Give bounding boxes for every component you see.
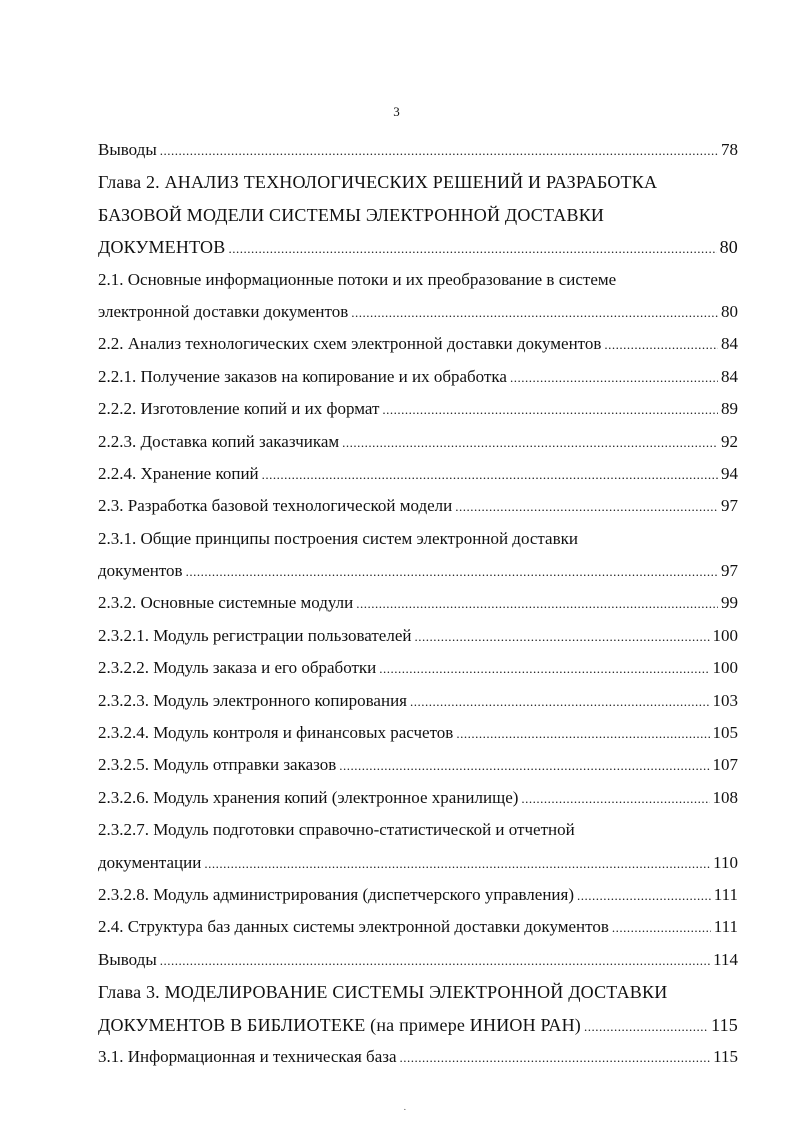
toc-entry-title: документации [98,852,202,872]
page-number: 3 [393,104,400,119]
toc-line [98,885,738,917]
toc-entry-page: 89 [721,399,738,419]
dot-leader [455,499,718,515]
toc-entry-page: 80 [721,301,738,321]
toc-line [98,788,738,820]
toc-line [98,270,738,302]
toc-entry-title: 2.1. Основные информационные потоки и их преобразование в системе [98,269,617,289]
toc-entry-title: 2.3.2.3. Модуль электронного копирования [98,690,407,710]
toc-entry-title: Глава 3. МОДЕЛИРОВАНИЕ СИСТЕМЫ ЭЛЕКТРОННОЙ ДОСТАВКИ [98,982,668,1003]
toc-entry-title: 2.2. Анализ технологических схем электронной доставки документов [98,334,602,354]
toc-entry-title: 2.3.1. Общие принципы построения систем электронной доставки [98,528,578,548]
dot-leader [414,629,709,645]
toc-entry-page: 103 [712,690,738,710]
toc-entry-title: 2.3.2.4. Модуль контроля и финансовых расчетов [98,723,454,743]
table-of-contents [98,140,738,1079]
toc-entry-title: документов [98,561,183,581]
dot-leader [400,1050,711,1066]
dot-leader [382,402,718,418]
toc-entry-page: 115 [711,1014,738,1035]
dot-leader [410,694,710,710]
toc-line [98,140,738,172]
toc-entry-page: 114 [713,949,738,969]
toc-line [98,982,738,1014]
toc-line [98,432,738,464]
toc-line [98,755,738,787]
toc-entry-page: 100 [712,625,738,645]
toc-line [98,334,738,366]
toc-entry-title: 2.3.2.6. Модуль хранения копий (электронное хранилище) [98,787,519,807]
toc-entry-title: Глава 2. АНАЛИЗ ТЕХНОЛОГИЧЕСКИХ РЕШЕНИЙ И РАЗРАБОТКА [98,172,658,193]
toc-entry-title: Выводы [98,140,157,159]
toc-line [98,561,738,593]
toc-entry-page: 84 [721,334,738,354]
toc-entry-title: 2.2.3. Доставка копий заказчикам [98,431,340,451]
dot-leader [160,953,710,969]
toc-entry-title: Выводы [98,949,157,969]
dot-leader [456,726,709,742]
toc-entry-page: 92 [721,431,738,451]
toc-line [98,691,738,723]
toc-line [98,367,738,399]
toc-entry-page: 80 [719,237,738,258]
toc-entry-title: 2.3.2.5. Модуль отправки заказов [98,755,337,775]
toc-line [98,302,738,334]
toc-line [98,723,738,755]
toc-entry-title: 2.2.2. Изготовление копий и их формат [98,399,380,419]
dot-leader [577,888,711,904]
toc-line [98,205,738,237]
toc-entry-page: 111 [713,884,738,904]
dot-leader [342,435,718,451]
toc-entry-title: 2.4. Структура баз данных системы электронной доставки документов [98,917,609,937]
toc-line [98,529,738,561]
dot-leader [356,596,718,612]
toc-entry-title: 2.3.2.8. Модуль администрирования (диспетчерского управления) [98,884,574,904]
toc-entry-page: 108 [712,787,738,807]
toc-line [98,399,738,431]
toc-entry-title: 2.3.2.2. Модуль заказа и его обработки [98,658,377,678]
toc-entry-page: 107 [712,755,738,775]
toc-entry-title: 2.3.2.7. Модуль подготовки справочно-статистической и отчетной [98,820,575,840]
toc-entry-title: 3.1. Информационная и техническая база [98,1046,397,1066]
toc-entry-page: 94 [721,463,738,483]
toc-line [98,464,738,496]
toc-line [98,820,738,852]
toc-entry-title: БАЗОВОЙ МОДЕЛИ СИСТЕМЫ ЭЛЕКТРОННОЙ ДОСТАВКИ [98,204,605,225]
dot-leader [521,791,709,807]
toc-line [98,658,738,690]
toc-entry-page: 99 [721,593,738,613]
dot-leader [604,337,718,353]
scan-speck: ˙ [403,1107,407,1119]
toc-entry-page: 111 [713,917,738,937]
toc-entry-title: ДОКУМЕНТОВ [98,237,226,258]
toc-line [98,172,738,204]
toc-line [98,593,738,625]
toc-entry-page: 115 [713,1046,738,1066]
dot-leader [612,920,711,936]
dot-leader [204,856,710,872]
dot-leader [351,305,718,321]
toc-entry-page: 97 [721,496,738,516]
toc-entry-page: 97 [721,561,738,581]
toc-line [98,626,738,658]
dot-leader [379,661,709,677]
toc-entry-title: электронной доставки документов [98,301,349,321]
toc-entry-title: ДОКУМЕНТОВ В БИБЛИОТЕКЕ (на примере ИНИОН РАН) [98,1014,582,1035]
toc-entry-page: 84 [721,366,738,386]
toc-entry-title: 2.2.4. Хранение копий [98,463,259,483]
toc-entry-page: 110 [713,852,738,872]
toc-entry-page: 78 [721,140,738,159]
dot-leader [584,1019,708,1035]
dot-leader [262,467,718,483]
toc-line [98,496,738,528]
toc-line [98,1047,738,1079]
toc-entry-page: 105 [712,723,738,743]
toc-line [98,917,738,949]
toc-line [98,950,738,982]
toc-entry-title: 2.3.2. Основные системные модули [98,593,354,613]
dot-leader [228,241,716,257]
toc-entry-title: 2.3. Разработка базовой технологической модели [98,496,453,516]
toc-line [98,237,738,269]
toc-entry-page: 100 [712,658,738,678]
dot-leader [339,758,709,774]
toc-line [98,1015,738,1047]
dot-leader [160,143,718,159]
dot-leader [510,370,718,386]
toc-entry-title: 2.2.1. Получение заказов на копирование и их обработка [98,366,507,386]
dot-leader [186,564,718,580]
toc-entry-title: 2.3.2.1. Модуль регистрации пользователей [98,625,412,645]
toc-line [98,853,738,885]
